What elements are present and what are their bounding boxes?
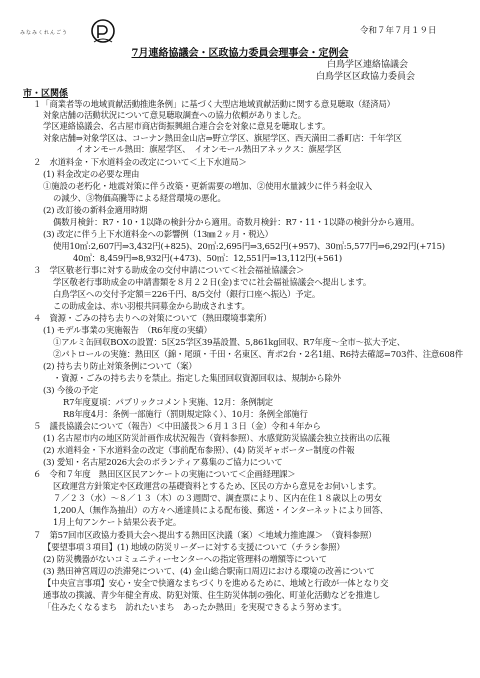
body-line: 【要望事項３項目】(1) 地域の防災リーダーに対する支援について（チラシ参照） (43, 542, 345, 552)
body-line: １「商業者等の地域貢献活動推進条例」に基づく大型店地域貢献活動に関する意見聴取（経済局） (33, 99, 395, 109)
body-line: 使用10㎥:2,607円⇒3,432円(+825)、20㎥:2,695円⇒3,652円(+957)、30㎥:5,577円⇒6,292円(+715) (53, 241, 445, 251)
body-line: (2) 改訂後の新料金適用時期 (43, 205, 148, 215)
body-line: ２ 水道料金・下水道料金の改定について＜上下水道局＞ (33, 157, 247, 167)
body-line: ・資源・ごみの持ち去りを禁止。指定した集団回収資源回収は、規制から除外 (53, 373, 341, 383)
body-line: R8年度4月：条例一部施行（罰則規定除く）、10月：条例全部施行 (63, 409, 308, 419)
body-line: 「住みたくなるまち 訪れたいまち あったか熱田」を実現できるよう努めます。 (43, 602, 347, 612)
body-line: (3) 愛知・名古屋2026大会のボランティア募集のご協力について (43, 457, 283, 467)
logo-caption: みなみくれんごう (20, 30, 69, 36)
body-line: イオンモール熱田：旗屋学区、 イオンモール熱田アネックス：旗屋学区 (76, 144, 342, 154)
body-line: 1,200人（無作為抽出）の方々へ通達員による配布後、郵送・インターネットにより回答、 (53, 505, 389, 515)
body-line: ７／２３（水）～８／１３（木）の３週間で、調査票により、区内在住１８歳以上の男女 (53, 493, 382, 503)
body-line: (1) 料金改定の必要な理由 (43, 169, 140, 179)
body-line: 40㎥：8,459円⇒8,932円(+473)、50㎥：12,551円⇒13,112円(+561) (73, 253, 343, 263)
body-line: (2) 防災機器がないコミュニティーセンターへの指定管理料の増額等について (43, 554, 327, 564)
body-line: 学区連絡協議会、名古屋市商店街振興組合連合会を対象に意見を聴取します。 (43, 121, 331, 131)
body-line: ６ 令和７年度 熱田区区民アンケートの実施について＜企画経理課＞ (33, 469, 296, 479)
organization-logo (88, 18, 118, 46)
organization-name-2: 白鳥学区区政協力委員会 (316, 72, 416, 82)
body-line: ５ 議長協議会について（報告）＜中田議長＞６月１３日（金）令和４年から (33, 421, 321, 431)
document-date: 令和７年７月１９日 (360, 26, 437, 36)
body-line: 【中央宣言事項】安心・安全で快適なまちづくりを進めるために、地域と行政が一体となり交 (43, 578, 389, 588)
body-line: (3) 熱田神宮周辺の渋滞発について、(4) 金山総合駅南口周辺における環境の改善について (43, 566, 375, 576)
body-line: ７ 第57回市区政協力委員大会へ提出する熱田区決議（案）＜地域力推進課＞ （資料参照） (33, 530, 377, 540)
body-line: 区政運営方針策定や区政運営の基礎資料とするため、区民の方から意見をお伺いします。 (53, 481, 381, 491)
body-line: (2) 持ち去り防止対策条例について（案） (43, 361, 197, 371)
body-line: 通事故の撲滅、青少年健全育成、防犯対策、住生防災体制の強化、町並化活動などを推進し (43, 590, 381, 600)
body-line: 対象店舗⇒対象学区は、コーナン熱田金山店⇒野立学区、旗屋学区、西天満田二番町店：千年学区 (43, 133, 402, 143)
body-line: (2) 水道料金・下水道料金の改定（事前配布参照）、(4) 防災ギャボーター制度の件報 (43, 445, 355, 455)
body-line: 学区敬老行事助成金の申請書類を８月２２日(金)までに社会福祉協議会へ提出します。 (53, 277, 372, 287)
body-line: この助成金は、赤い羽根共同募金から助成されます。 (53, 301, 250, 311)
body-line: ②パトロールの実施：熱田区（錦・尾頭・千田・名東区、育ポ2台・2名1組、R6持去確認=703件、注意608件 (53, 349, 463, 359)
body-line: ①アルミ缶回収BOXの設置：5区25学区39基設置、5,861kg回収、R7年度～全市～拡大予定、 (53, 337, 405, 347)
body-line: 白鳥学区への交付予定額＝226千円、8/5交付（銀行口座へ振込）予定。 (53, 289, 321, 299)
body-line: 対象店舗の活動状況について意見聴取調査への協力依頼がありました。 (43, 110, 307, 120)
body-line: ３ 学区敬老行事に対する助成金の交付申請について＜社会福祉協議会＞ (33, 265, 305, 275)
section-heading: 市・区関係 (23, 89, 69, 99)
document-title: 7月連絡協議会・区政協力委員会理事会・定例会 (131, 48, 349, 59)
body-line: 偶数月検針：R7・10・1以降の検針分から適用。奇数月検針：R7・11・1以降の検針分から適用。 (53, 217, 420, 227)
body-line: ４ 資源・ごみの持ち去りへの対策について（熱田環境事業所） (33, 313, 272, 323)
organization-name-1: 白鳥学区連絡協議会 (327, 60, 409, 70)
body-line: の減少、③物価高騰等による経営環境の悪化。 (53, 193, 226, 203)
body-line: (1) 名古屋市内の地区防災計画作成状況報告（資料参照）、水感覚防災協議会独立技術出の広報 (43, 433, 390, 443)
body-line: ①施設の老朽化・地震対策に伴う改築・更新需要の増加、②使用水量減少に伴う料金収入 (43, 181, 372, 191)
body-line: (3) 今後の予定 (43, 385, 99, 395)
body-line: R7年度夏頃：パブリックコメント実施、12月：条例制定 (63, 397, 274, 407)
body-line: (1) モデル事業の実施報告 （R6年度の実績） (43, 325, 212, 335)
body-line: 1月上旬アンケート結果公表予定。 (53, 517, 182, 527)
body-line: (3) 改定に伴う上下水道料金への影響例（13㎜２ヶ月・税込） (43, 229, 273, 239)
